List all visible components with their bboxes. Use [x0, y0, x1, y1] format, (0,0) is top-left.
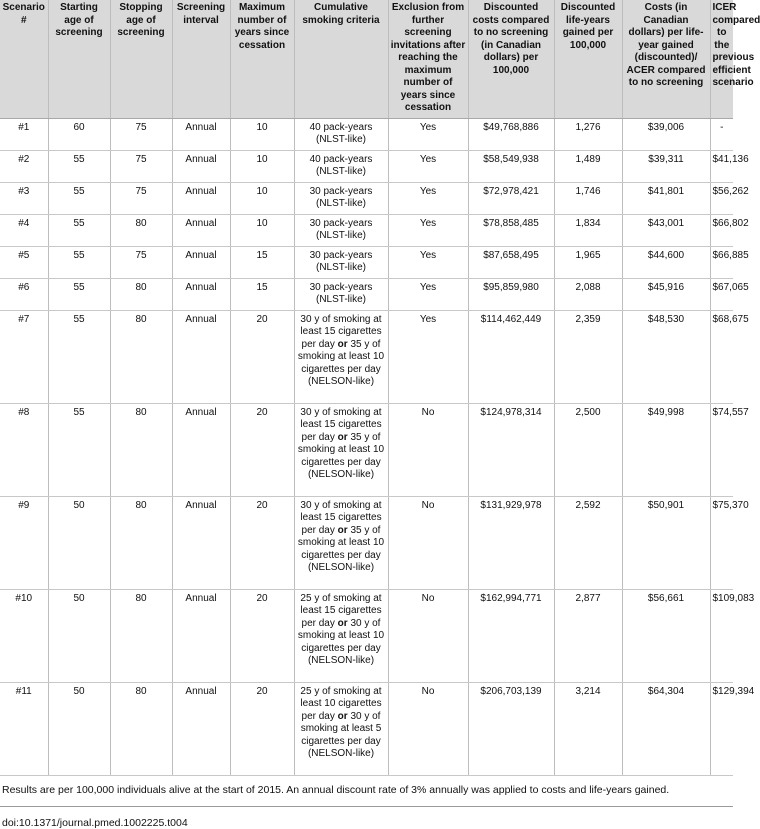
costs-cell: $162,994,771 — [468, 589, 554, 682]
interval-cell: Annual — [172, 589, 230, 682]
criteria-text: 30 pack-years (NLST-like) — [309, 281, 373, 305]
table-row — [0, 496, 733, 589]
scenario-cell: #8 — [0, 403, 48, 496]
criteria-or-connector: or — [337, 338, 348, 350]
costs-cell: $58,549,938 — [468, 150, 554, 182]
exclusion-cell: Yes — [388, 118, 468, 150]
interval-cell: Annual — [172, 278, 230, 310]
starting-age-cell: 50 — [48, 496, 110, 589]
scenario-cell: #5 — [0, 246, 48, 278]
acer-cell: $44,600 — [622, 246, 710, 278]
criteria-text: 30 y of smoking at least 15 cigarettes per day — [300, 313, 382, 350]
stopping-age-cell: 75 — [110, 150, 172, 182]
icer-cell: $74,557 — [710, 403, 733, 496]
smoking-criteria-cell — [294, 118, 388, 150]
table-footnote: Results are per 100,000 individuals alive at the start of 2015. An annual discount rate of 3% annually was applied to costs and life-years gained. — [0, 776, 733, 807]
interval-cell: Annual — [172, 118, 230, 150]
life-years-cell: 2,088 — [554, 278, 622, 310]
table-row — [0, 278, 733, 310]
criteria-text: 25 y of smoking at least 10 cigarettes per day — [300, 685, 382, 722]
criteria-text: 30 y of smoking at least 15 cigarettes per day — [300, 406, 382, 443]
stopping-age-cell: 80 — [110, 278, 172, 310]
interval-cell: Annual — [172, 496, 230, 589]
criteria-text: 30 pack-years (NLST-like) — [309, 249, 373, 273]
smoking-criteria-cell — [294, 682, 388, 775]
stopping-age-cell: 80 — [110, 682, 172, 775]
icer-cell: $129,394 — [710, 682, 733, 775]
criteria-text: 30 y of smoking at least 15 cigarettes per day — [300, 499, 382, 536]
criteria-or-connector: or — [337, 524, 348, 536]
interval-cell: Annual — [172, 246, 230, 278]
interval-cell: Annual — [172, 150, 230, 182]
stopping-age-cell: 75 — [110, 246, 172, 278]
icer-cell: $56,262 — [710, 182, 733, 214]
col-header-costs: Discounted costs compared to no screening (in Canadian dollars) per 100,000 — [468, 0, 554, 118]
scenario-cell: #7 — [0, 310, 48, 403]
stopping-age-cell: 80 — [110, 310, 172, 403]
col-header-interval: Screening interval — [172, 0, 230, 118]
stopping-age-cell: 75 — [110, 182, 172, 214]
criteria-text-alt: 35 y of smoking at least 10 cigarettes per day (NELSON-like) — [297, 431, 385, 480]
exclusion-cell: Yes — [388, 310, 468, 403]
costs-cell: $114,462,449 — [468, 310, 554, 403]
icer-cell: $66,802 — [710, 214, 733, 246]
exclusion-cell: Yes — [388, 246, 468, 278]
criteria-text-alt: 30 y of smoking at least 10 cigarettes per day (NELSON-like) — [297, 617, 385, 666]
acer-cell: $50,901 — [622, 496, 710, 589]
exclusion-cell: No — [388, 496, 468, 589]
table-row — [0, 682, 733, 775]
table-row — [0, 182, 733, 214]
max-years-cell: 20 — [230, 496, 294, 589]
life-years-cell: 2,592 — [554, 496, 622, 589]
smoking-criteria-cell — [294, 496, 388, 589]
table-row — [0, 150, 733, 182]
header-row — [0, 0, 733, 118]
criteria-or-connector: or — [337, 617, 348, 629]
stopping-age-cell: 80 — [110, 589, 172, 682]
col-header-acer: Costs (in Canadian dollars) per life-year gained (discounted)/ ACER compared to no screening — [622, 0, 710, 118]
criteria-text: 30 pack-years (NLST-like) — [309, 185, 373, 209]
col-header-exclusion: Exclusion from further screening invitations after reaching the maximum number of years since cessation — [388, 0, 468, 118]
table-row — [0, 246, 733, 278]
icer-cell: $67,065 — [710, 278, 733, 310]
scenario-cell: #1 — [0, 118, 48, 150]
table-row — [0, 403, 733, 496]
table-row — [0, 118, 733, 150]
col-header-smoking-criteria: Cumulative smoking criteria — [294, 0, 388, 118]
max-years-cell: 15 — [230, 246, 294, 278]
criteria-text: 25 y of smoking at least 15 cigarettes per day — [300, 592, 382, 629]
costs-cell: $124,978,314 — [468, 403, 554, 496]
max-years-cell: 20 — [230, 589, 294, 682]
acer-cell: $45,916 — [622, 278, 710, 310]
scenario-cell: #10 — [0, 589, 48, 682]
table-row — [0, 310, 733, 403]
max-years-cell: 20 — [230, 310, 294, 403]
criteria-text-alt: 30 y of smoking at least 5 cigarettes per day (NELSON-like) — [300, 710, 382, 759]
icer-cell: $68,675 — [710, 310, 733, 403]
starting-age-cell: 55 — [48, 214, 110, 246]
criteria-text: 40 pack-years (NLST-like) — [309, 153, 373, 177]
costs-cell: $87,658,495 — [468, 246, 554, 278]
interval-cell: Annual — [172, 214, 230, 246]
starting-age-cell: 50 — [48, 682, 110, 775]
scenario-cell: #3 — [0, 182, 48, 214]
max-years-cell: 20 — [230, 682, 294, 775]
exclusion-cell: No — [388, 682, 468, 775]
interval-cell: Annual — [172, 682, 230, 775]
life-years-cell: 2,877 — [554, 589, 622, 682]
smoking-criteria-cell — [294, 278, 388, 310]
acer-cell: $41,801 — [622, 182, 710, 214]
starting-age-cell: 50 — [48, 589, 110, 682]
starting-age-cell: 55 — [48, 182, 110, 214]
life-years-cell: 1,834 — [554, 214, 622, 246]
scenario-cell: #11 — [0, 682, 48, 775]
stopping-age-cell: 80 — [110, 496, 172, 589]
smoking-criteria-cell — [294, 589, 388, 682]
stopping-age-cell: 75 — [110, 118, 172, 150]
starting-age-cell: 55 — [48, 246, 110, 278]
max-years-cell: 15 — [230, 278, 294, 310]
scenario-cell: #6 — [0, 278, 48, 310]
doi-text: doi:10.1371/journal.pmed.1002225.t004 — [2, 816, 188, 829]
interval-cell: Annual — [172, 182, 230, 214]
acer-cell: $64,304 — [622, 682, 710, 775]
icer-cell: $66,885 — [710, 246, 733, 278]
col-header-life-years: Discounted life-years gained per 100,000 — [554, 0, 622, 118]
starting-age-cell: 60 — [48, 118, 110, 150]
life-years-cell: 1,489 — [554, 150, 622, 182]
max-years-cell: 10 — [230, 150, 294, 182]
icer-cell: $109,083 — [710, 589, 733, 682]
exclusion-cell: No — [388, 403, 468, 496]
life-years-cell: 1,276 — [554, 118, 622, 150]
smoking-criteria-cell — [294, 150, 388, 182]
exclusion-cell: No — [388, 589, 468, 682]
stopping-age-cell: 80 — [110, 403, 172, 496]
life-years-cell: 2,359 — [554, 310, 622, 403]
life-years-cell: 1,746 — [554, 182, 622, 214]
acer-cell: $43,001 — [622, 214, 710, 246]
col-header-stopping-age: Stopping age of screening — [110, 0, 172, 118]
icer-cell: $41,136 — [710, 150, 733, 182]
costs-cell: $78,858,485 — [468, 214, 554, 246]
starting-age-cell: 55 — [48, 150, 110, 182]
icer-cell: - — [710, 118, 733, 150]
stopping-age-cell: 80 — [110, 214, 172, 246]
col-header-starting-age: Starting age of screening — [48, 0, 110, 118]
acer-cell: $49,998 — [622, 403, 710, 496]
table-row — [0, 589, 733, 682]
starting-age-cell: 55 — [48, 403, 110, 496]
scenario-cell: #9 — [0, 496, 48, 589]
criteria-text-alt: 35 y of smoking at least 10 cigarettes per day (NELSON-like) — [297, 338, 385, 387]
exclusion-cell: Yes — [388, 214, 468, 246]
smoking-criteria-cell — [294, 182, 388, 214]
acer-cell: $48,530 — [622, 310, 710, 403]
smoking-criteria-cell — [294, 214, 388, 246]
smoking-criteria-cell — [294, 310, 388, 403]
scenario-cell: #2 — [0, 150, 48, 182]
criteria-text-alt: 35 y of smoking at least 10 cigarettes per day (NELSON-like) — [297, 524, 385, 573]
exclusion-cell: Yes — [388, 182, 468, 214]
criteria-text: 30 pack-years (NLST-like) — [309, 217, 373, 241]
starting-age-cell: 55 — [48, 310, 110, 403]
scenario-cell: #4 — [0, 214, 48, 246]
smoking-criteria-cell — [294, 403, 388, 496]
costs-cell: $131,929,978 — [468, 496, 554, 589]
max-years-cell: 10 — [230, 182, 294, 214]
costs-cell: $72,978,421 — [468, 182, 554, 214]
exclusion-cell: Yes — [388, 278, 468, 310]
criteria-or-connector: or — [337, 710, 348, 722]
costs-cell: $49,768,886 — [468, 118, 554, 150]
max-years-cell: 10 — [230, 118, 294, 150]
table-row — [0, 214, 733, 246]
acer-cell: $39,311 — [622, 150, 710, 182]
exclusion-cell: Yes — [388, 150, 468, 182]
smoking-criteria-cell — [294, 246, 388, 278]
col-header-max-years: Maximum number of years since cessation — [230, 0, 294, 118]
interval-cell: Annual — [172, 403, 230, 496]
icer-cell: $75,370 — [710, 496, 733, 589]
criteria-or-connector: or — [337, 431, 348, 443]
life-years-cell: 1,965 — [554, 246, 622, 278]
max-years-cell: 10 — [230, 214, 294, 246]
costs-cell: $206,703,139 — [468, 682, 554, 775]
col-header-scenario: Scenario # — [0, 0, 48, 118]
criteria-text: 40 pack-years (NLST-like) — [309, 121, 373, 145]
life-years-cell: 2,500 — [554, 403, 622, 496]
life-years-cell: 3,214 — [554, 682, 622, 775]
col-header-icer: ICER compared to the previous efficient scenario — [710, 0, 733, 118]
acer-cell: $56,661 — [622, 589, 710, 682]
costs-cell: $95,859,980 — [468, 278, 554, 310]
max-years-cell: 20 — [230, 403, 294, 496]
acer-cell: $39,006 — [622, 118, 710, 150]
starting-age-cell: 55 — [48, 278, 110, 310]
interval-cell: Annual — [172, 310, 230, 403]
